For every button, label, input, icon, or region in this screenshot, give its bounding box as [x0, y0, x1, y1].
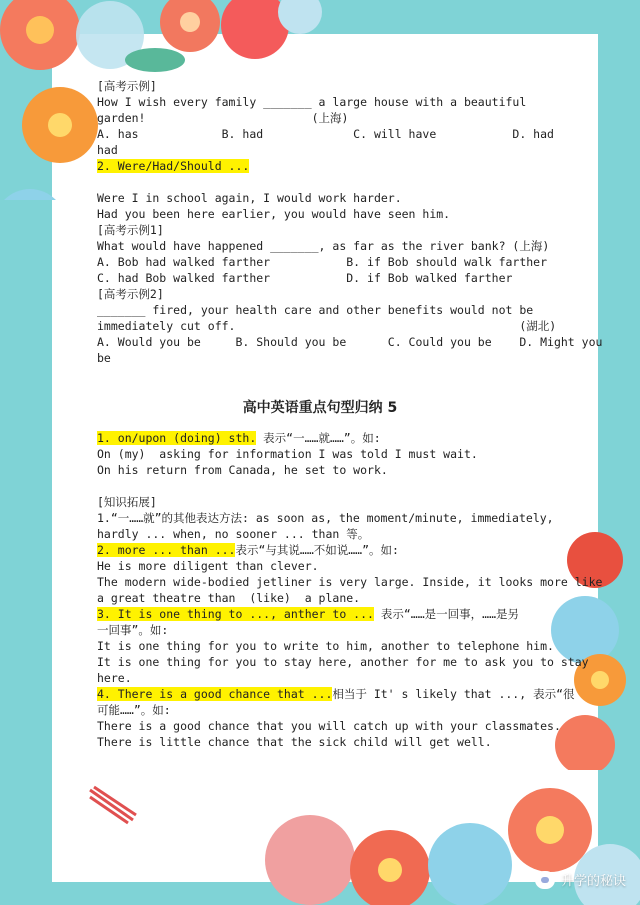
- watermark: [535, 870, 626, 889]
- text-line: A. Bob had walked farther B. if Bob should walk farther: [97, 255, 548, 269]
- text-line: hardly ... when, no sooner ... than 等。: [97, 527, 370, 541]
- wechat-icon: [535, 871, 555, 889]
- text-line: be: [97, 351, 111, 365]
- text-line: A. has B. had C. will have D. had: [97, 127, 554, 141]
- text-line: How I wish every family _______ a large house with a beautiful: [97, 95, 527, 109]
- text-line: 1.“一……就”的其他表达方法: as soon as, the moment/minute, immediately,: [97, 511, 554, 525]
- example-line: He is more diligent than clever.: [97, 559, 319, 573]
- example-line: It is one thing for you to stay here, another for me to ask you to stay: [97, 655, 589, 669]
- item-text: 表示“……是一回事，……是另: [373, 607, 519, 621]
- section-title: 高中英语重点句型归纳 5: [242, 400, 398, 416]
- highlight-text: 2. Were/Had/Should ...: [97, 159, 250, 173]
- example-line: It is one thing for you to write to him, another to telephone him.: [97, 639, 554, 653]
- item-heading: [97, 606, 519, 622]
- text-line: Were I in school again, I would work harder.: [97, 191, 402, 205]
- text-line: garden! (上海): [97, 111, 349, 125]
- example-line: a great theatre than (like) a plane.: [97, 591, 361, 605]
- text-line: _______ fired, your health care and other benefits would not be: [97, 303, 534, 317]
- brush-stroke-decoration: [88, 785, 138, 825]
- item-text: 表示“一……就……”。如:: [256, 431, 381, 445]
- text-line: [高考示例1]: [97, 223, 164, 237]
- example-line: There is a good chance that you will catch up with your classmates.: [97, 719, 561, 733]
- flower-decoration-right: [545, 530, 640, 770]
- text-line: [高考示例]: [97, 79, 157, 93]
- text-line: What would have happened _______, as far as the river bank? (上海): [97, 239, 550, 253]
- highlight-text: 1. on/upon (doing) sth.: [97, 431, 257, 445]
- text-line: A. Would you be B. Should you be C. Could you be D. Might you: [97, 335, 603, 349]
- text-line: had: [97, 143, 118, 157]
- highlight-text: 3. It is one thing to ..., anther to ...: [97, 607, 374, 621]
- text-line: C. had Bob walked farther D. if Bob walked farther: [97, 271, 513, 285]
- item-heading: [97, 430, 381, 446]
- extension-label: [知识拓展]: [97, 495, 157, 509]
- text-line: [高考示例2]: [97, 287, 164, 301]
- example-line: here.: [97, 671, 132, 685]
- highlight-heading: [97, 158, 249, 174]
- item-heading: [97, 686, 575, 702]
- highlight-text: 2. more ... than ...: [97, 543, 236, 557]
- watermark-text: 升学的秘诀: [560, 874, 626, 889]
- example-line: There is little chance that the sick child will get well.: [97, 735, 492, 749]
- text-line: 可能……”。如:: [97, 703, 171, 717]
- highlight-text: 4. There is a good chance that ...: [97, 687, 333, 701]
- example-line: On his return from Canada, he set to work.: [97, 463, 388, 477]
- item-text: 表示“与其说……不如说……”。如:: [235, 543, 399, 557]
- item-text: 相当于 It' s likely that ..., 表示“很: [332, 687, 575, 701]
- text-line: immediately cut off. (湖北): [97, 319, 557, 333]
- item-heading: [97, 542, 399, 558]
- example-line: The modern wide-bodied jetliner is very large. Inside, it looks more like: [97, 575, 603, 589]
- text-line: Had you been here earlier, you would have seen him.: [97, 207, 451, 221]
- example-line: On (my) asking for information I was told I must wait.: [97, 447, 478, 461]
- text-line: 一回事”。如:: [97, 623, 169, 637]
